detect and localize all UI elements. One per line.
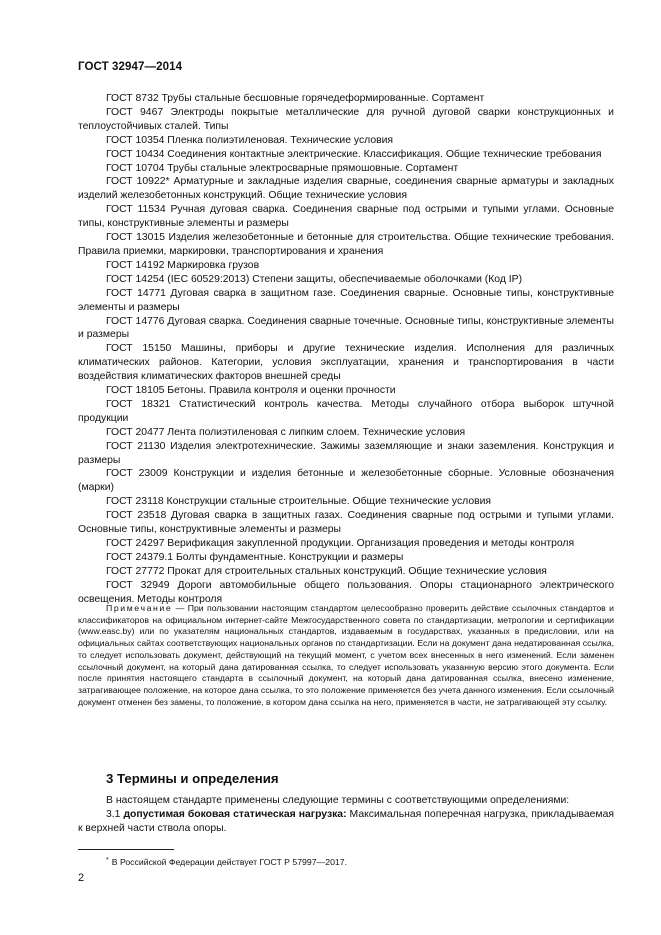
- section-terms: [78, 771, 614, 836]
- reference-item: ГОСТ 10704 Трубы стальные электросварные прямошовные. Сортамент: [106, 162, 459, 174]
- normative-references-list: [78, 92, 614, 607]
- reference-item: ГОСТ 14254 (IEC 60529:2013) Степени защиты, обеспечиваемые оболочками (Код IP): [106, 273, 523, 285]
- reference-item: ГОСТ 21130 Изделия электротехнические. Зажимы заземляющие и знаки заземления. Конструкция и размеры: [78, 440, 614, 466]
- reference-item: ГОСТ 8732 Трубы стальные бесшовные горячедеформированные. Сортамент: [106, 93, 485, 104]
- footnote-text: В Российской Федерации действует ГОСТ Р 57997—2017.: [111, 857, 347, 867]
- reference-item: ГОСТ 10434 Соединения контактные электрические. Классификация. Общие технические требования: [106, 148, 602, 160]
- section-title: 3 Термины и определения: [106, 771, 279, 786]
- reference-item: ГОСТ 18105 Бетоны. Правила контроля и оценки прочности: [106, 385, 396, 397]
- term-definition-paragraph: [78, 808, 614, 836]
- term-name: допустимая боковая статическая нагрузка:: [123, 808, 347, 820]
- reference-item: ГОСТ 24297 Верификация закупленной продукции. Организация проведения и методы контроля: [106, 538, 575, 549]
- reference-item: ГОСТ 24379.1 Болты фундаментные. Конструкции и размеры: [106, 551, 404, 563]
- reference-item: ГОСТ 9467 Электроды покрытые металлические для ручной дуговой сварки конструкционных и теплоустойчивых сталей. Типы: [78, 106, 614, 132]
- footnote: [106, 855, 606, 868]
- reference-item: ГОСТ 23009 Конструкции и изделия бетонные и железобетонные сборные. Условные обозначения (марки): [78, 468, 614, 494]
- term-definition: Максимальная поперечная нагрузка, прикладываемая к верхней части ствола опоры.: [78, 808, 614, 834]
- reference-item: ГОСТ 14192 Маркировка грузов: [106, 259, 260, 271]
- reference-item: ГОСТ 18321 Статистический контроль качества. Методы случайного отбора выборок штучной продукции: [78, 398, 614, 424]
- reference-item: ГОСТ 27772 Прокат для строительных стальных конструкций. Общие технические условия: [106, 565, 547, 577]
- reference-item: ГОСТ 32949 Дороги автомобильные общего пользования. Опоры стационарного электрического освещения. Методы контроля: [78, 579, 614, 605]
- note-paragraph: [78, 603, 614, 708]
- reference-item: ГОСТ 13015 Изделия железобетонные и бетонные для строительства. Общие технические требования. Правила приемки, маркировки, транспортирования и хранения: [78, 232, 614, 257]
- reference-item: ГОСТ 15150 Машины, приборы и другие технические изделия. Исполнения для различных климатических районов. Категории, условия эксплуатации, хранения и транспортирования в части воздействия климатических факторов внешней среды: [78, 343, 614, 383]
- reference-item: ГОСТ 14771 Дуговая сварка в защитном газе. Соединения сварные. Основные типы, конструктивные элементы и размеры: [78, 287, 614, 313]
- reference-item: ГОСТ 11534 Ручная дуговая сварка. Соединения сварные под острыми и тупыми углами. Основные типы, конструктивные элементы и размеры: [78, 204, 614, 230]
- note-text: — При пользовании настоящим стандартом целесообразно проверить действие ссылочных стандартов и классификаторов на официальном интернет-сайте Межгосударственного совета по стандартизации, метрологии и сертификации (www.easc.by) или по указателям национальных стандартов, издаваемым в государствах, указанных в предисловии, или на официальных сайтах соответствующих национальных органов по стандартизации. Если на документ дана недатированная ссылка, то следует использовать документ, действующий на текущий момент, с учетом всех внесенных в него изменений. Если заменен ссылочный документ, на который дана датированная ссылка, то следует использовать указанную версию этого документа. Если после принятия настоящего стандарта в ссылочный документ, на который дана датированная ссылка, внесено изменение, затрагивающее положение, на которое дана ссылка, то это положение применяется без учета данного изменения. Если ссылочный документ отменен без замены, то положение, в котором дана ссылка на него, применяется в части, не затрагивающей эту ссылку.: [78, 603, 614, 707]
- reference-item: ГОСТ 10354 Пленка полиэтиленовая. Технические условия: [106, 134, 394, 146]
- page-number: 2: [78, 872, 85, 884]
- note-label: Примечание: [106, 603, 173, 613]
- reference-item: ГОСТ 10922* Арматурные и закладные изделия сварные, соединения сварные арматуры и закладных изделий железобетонных конструкций. Общие технические условия: [78, 176, 614, 202]
- term-number: 3.1: [106, 808, 124, 820]
- footnote-marker: *: [106, 857, 109, 864]
- reference-item: ГОСТ 14776 Дуговая сварка. Соединения сварные точечные. Основные типы, конструктивные элементы и размеры: [78, 315, 614, 341]
- footnote-divider: [78, 849, 174, 850]
- reference-item: ГОСТ 20477 Лента полиэтиленовая с липким слоем. Технические условия: [106, 426, 466, 438]
- document-code-header: ГОСТ 32947—2014: [78, 61, 183, 73]
- reference-item: ГОСТ 23518 Дуговая сварка в защитных газах. Соединения сварные под острыми и тупыми углами. Основные типы, конструктивные элементы и размеры: [78, 510, 614, 536]
- section-intro: В настоящем стандарте применены следующие термины с соответствующими определениями:: [106, 795, 570, 806]
- reference-item: ГОСТ 23118 Конструкции стальные строительные. Общие технические условия: [106, 496, 492, 508]
